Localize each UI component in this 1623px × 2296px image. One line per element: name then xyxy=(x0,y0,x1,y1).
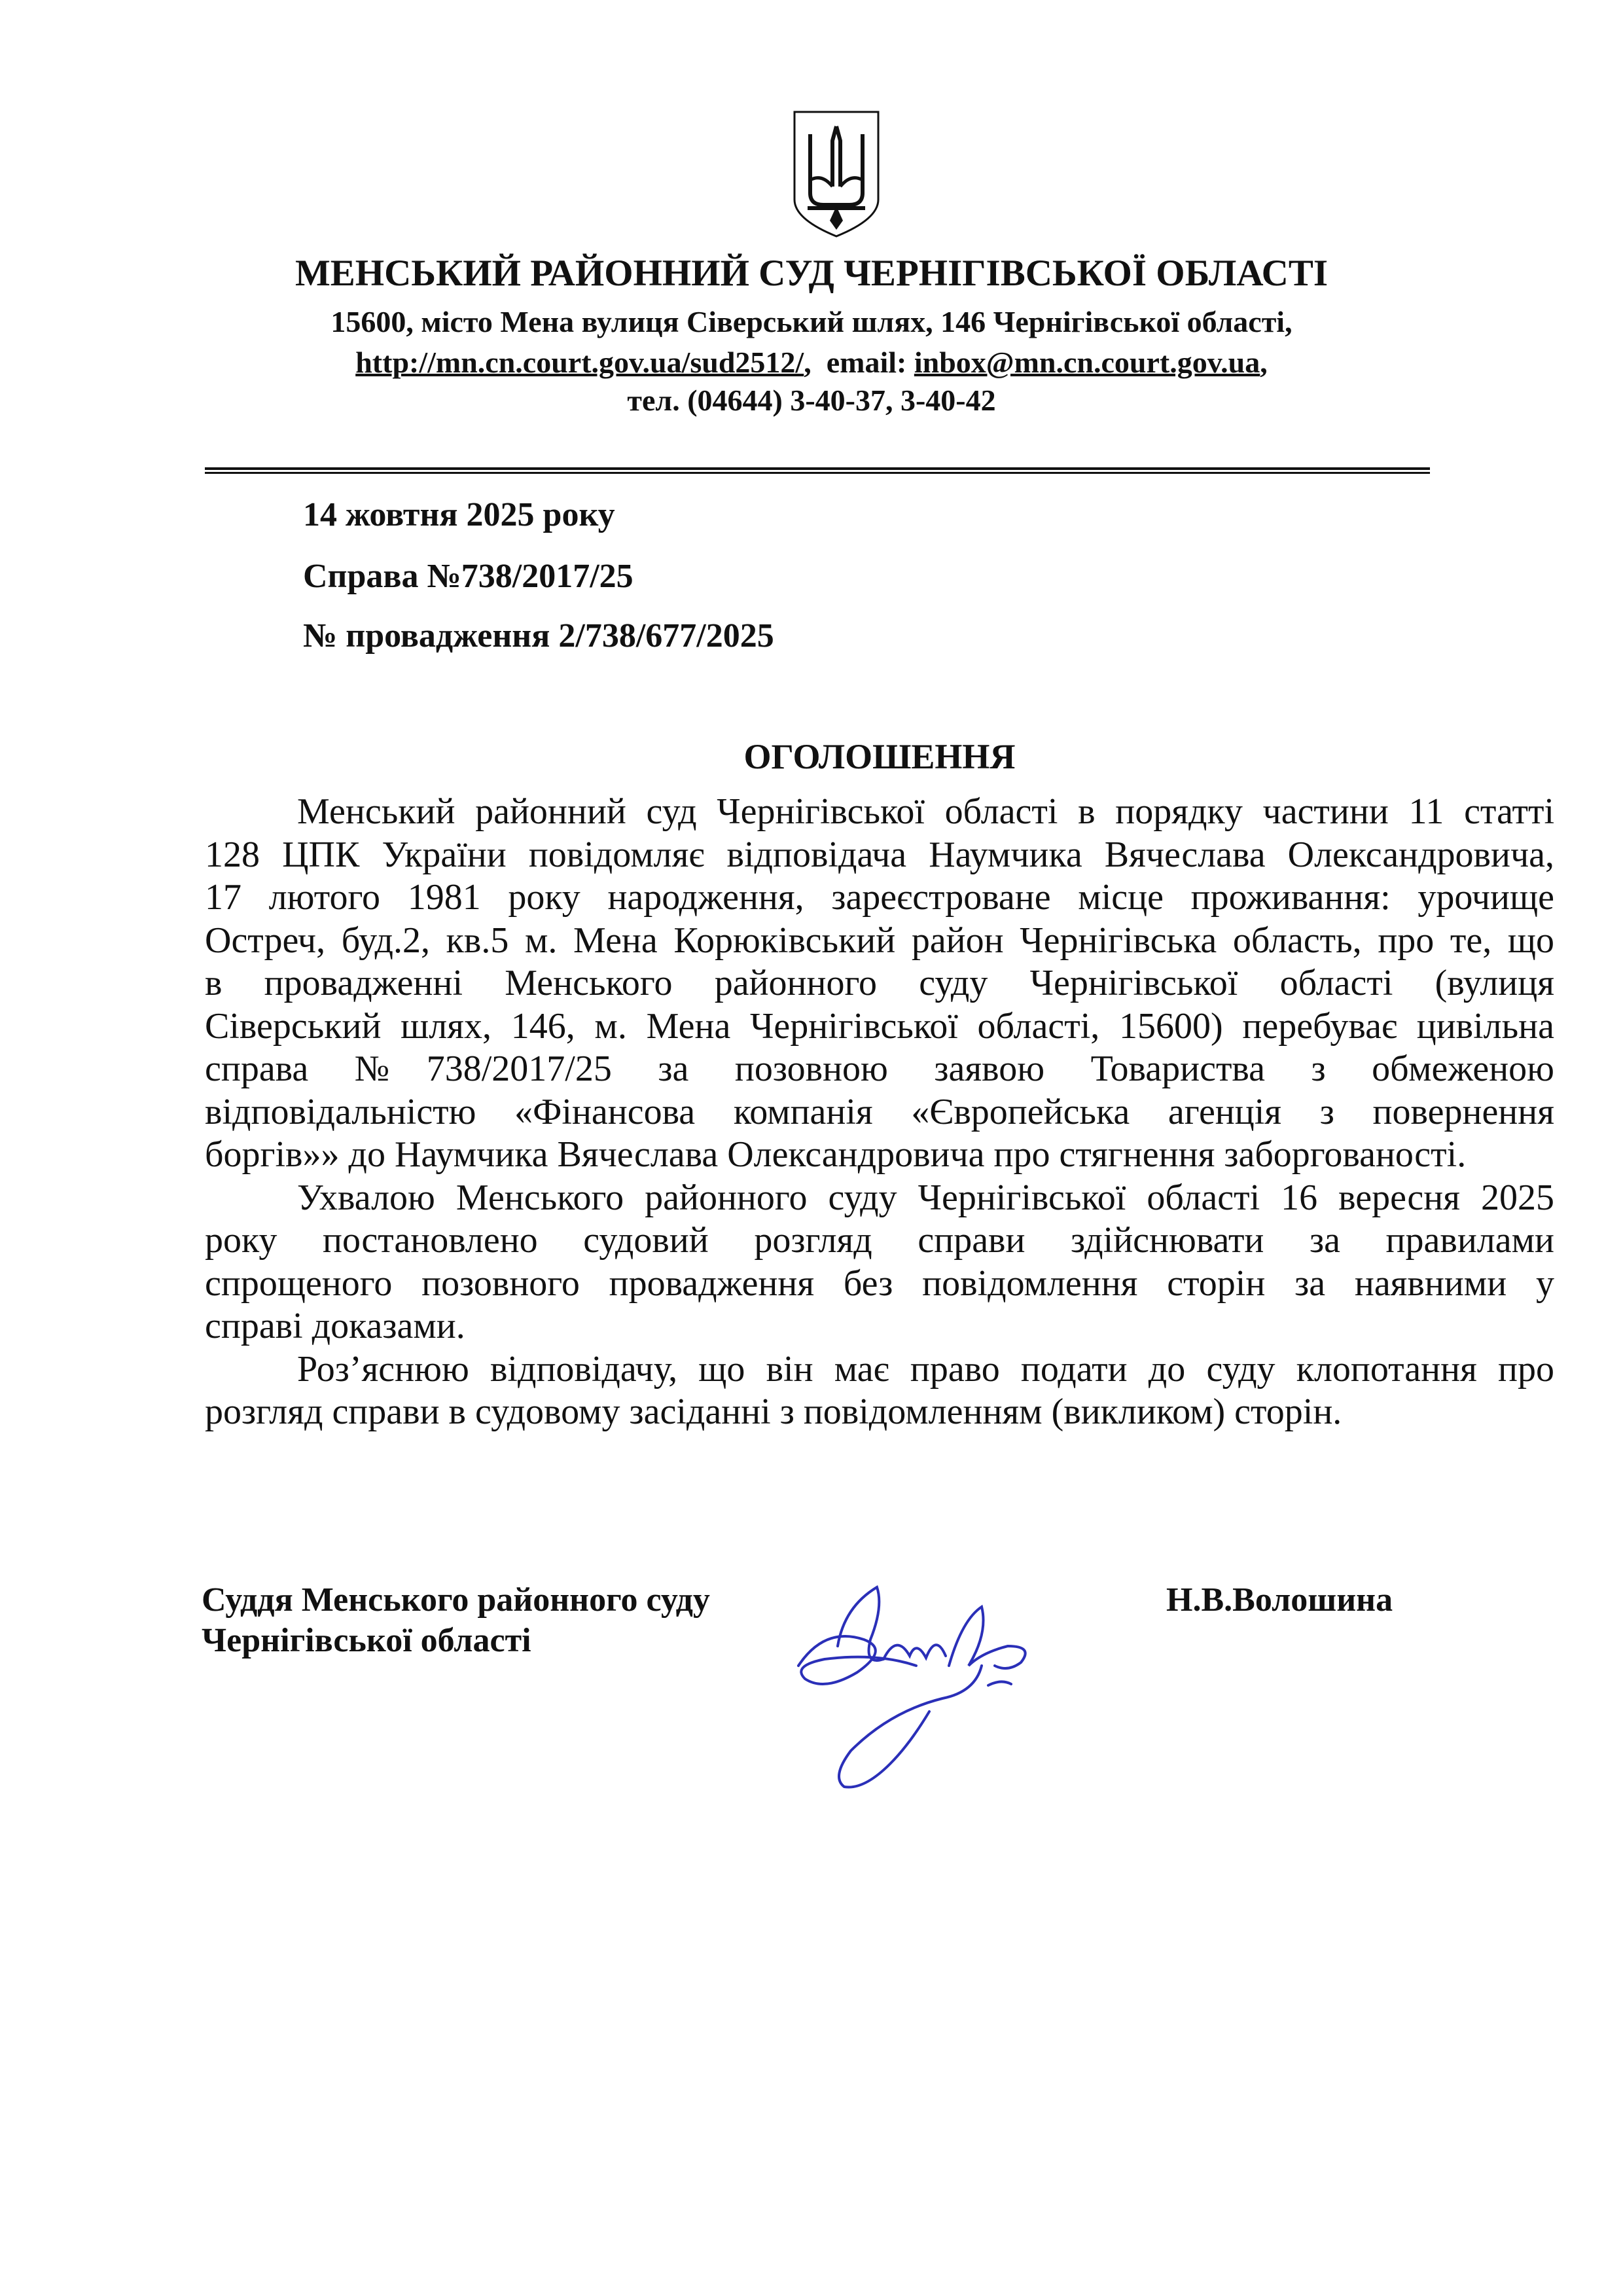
paragraph-line: Остреч, буд.2, кв.5 м. Мена Корюківський район Чернігівська область, про те, що xyxy=(205,920,1554,961)
paragraph-line: розгляд справи в судовому засіданні з повідомленням (викликом) сторін. xyxy=(205,1391,1342,1432)
paragraph-line: Ухвалою Менського районного суду Чернігівської області 16 вересня 2025 xyxy=(297,1177,1554,1218)
paragraph-line: справі доказами. xyxy=(205,1306,465,1346)
paragraph-line: відповідальністю «Фінансова компанія «Європейська агенція з повернення xyxy=(205,1091,1554,1132)
paragraph-line: 17 лютого 1981 року народження, зареєстроване місце проживання: урочище xyxy=(205,877,1554,918)
paragraph-line: Менський районний суд Чернігівської області в порядку частини 11 статті xyxy=(297,791,1554,832)
paragraph-line: спрощеного позовного провадження без повідомлення сторін за наявними у xyxy=(205,1263,1554,1304)
paragraph-line: року постановлено судовий розгляд справи здійснювати за правилами xyxy=(205,1220,1554,1261)
paragraph-line: Сіверський шлях, 146, м. Мена Чернігівської області, 15600) перебуває цивільна xyxy=(205,1005,1554,1047)
paragraph-line: Роз’яснюю відповідачу, що він має право подати до суду клопотання про xyxy=(297,1348,1554,1390)
paragraph-line: в провадженні Менського районного суду Чернігівської області (вулиця xyxy=(205,963,1554,1003)
email-label: email: xyxy=(826,346,907,379)
email-link[interactable]: inbox@mn.cn.court.gov.ua xyxy=(914,346,1260,379)
court-phone: тел. (04644) 3-40-37, 3-40-42 xyxy=(627,384,996,417)
header-divider xyxy=(205,467,1430,474)
paragraph xyxy=(205,791,1554,1177)
paragraph-line: боргів»» до Наумчика Вячеслава Олександровича про стягнення заборгованості. xyxy=(205,1134,1467,1175)
judge-title-line2: Чернігівської області xyxy=(202,1622,531,1659)
paragraph xyxy=(205,1177,1554,1348)
document-heading: ОГОЛОШЕННЯ xyxy=(743,737,1016,776)
proceeding-number: № провадження 2/738/677/2025 xyxy=(303,617,774,655)
judge-name: Н.В.Волошина xyxy=(1166,1581,1393,1619)
coat-of-arms-trident-icon xyxy=(791,108,882,239)
court-address: 15600, місто Мена вулиця Сіверський шлях, 146 Чернігівської області, xyxy=(330,305,1293,338)
announcement-body xyxy=(205,791,1554,1434)
website-link[interactable]: http://mn.cn.court.gov.ua/sud2512/ xyxy=(355,346,804,379)
paragraph-line: 128 ЦПК України повідомляє відповідача Наумчика Вячеслава Олександровича, xyxy=(205,834,1554,875)
paragraph-line: справа №738/2017/25 за позовною заявою Товариства з обмеженою xyxy=(205,1049,1554,1089)
case-number: Справа №738/2017/25 xyxy=(303,558,633,595)
paragraph xyxy=(205,1348,1554,1434)
handwritten-signature xyxy=(785,1568,1047,1803)
document-date: 14 жовтня 2025 року xyxy=(303,496,615,533)
contact-line: http://mn.cn.court.gov.ua/sud2512/, email: inbox@mn.cn.court.gov.ua, xyxy=(355,346,1268,379)
court-name: МЕНСЬКИЙ РАЙОННИЙ СУД ЧЕРНІГІВСЬКОЇ ОБЛАСТІ xyxy=(294,253,1329,294)
judge-title-line1: Суддя Менського районного суду xyxy=(202,1581,710,1619)
